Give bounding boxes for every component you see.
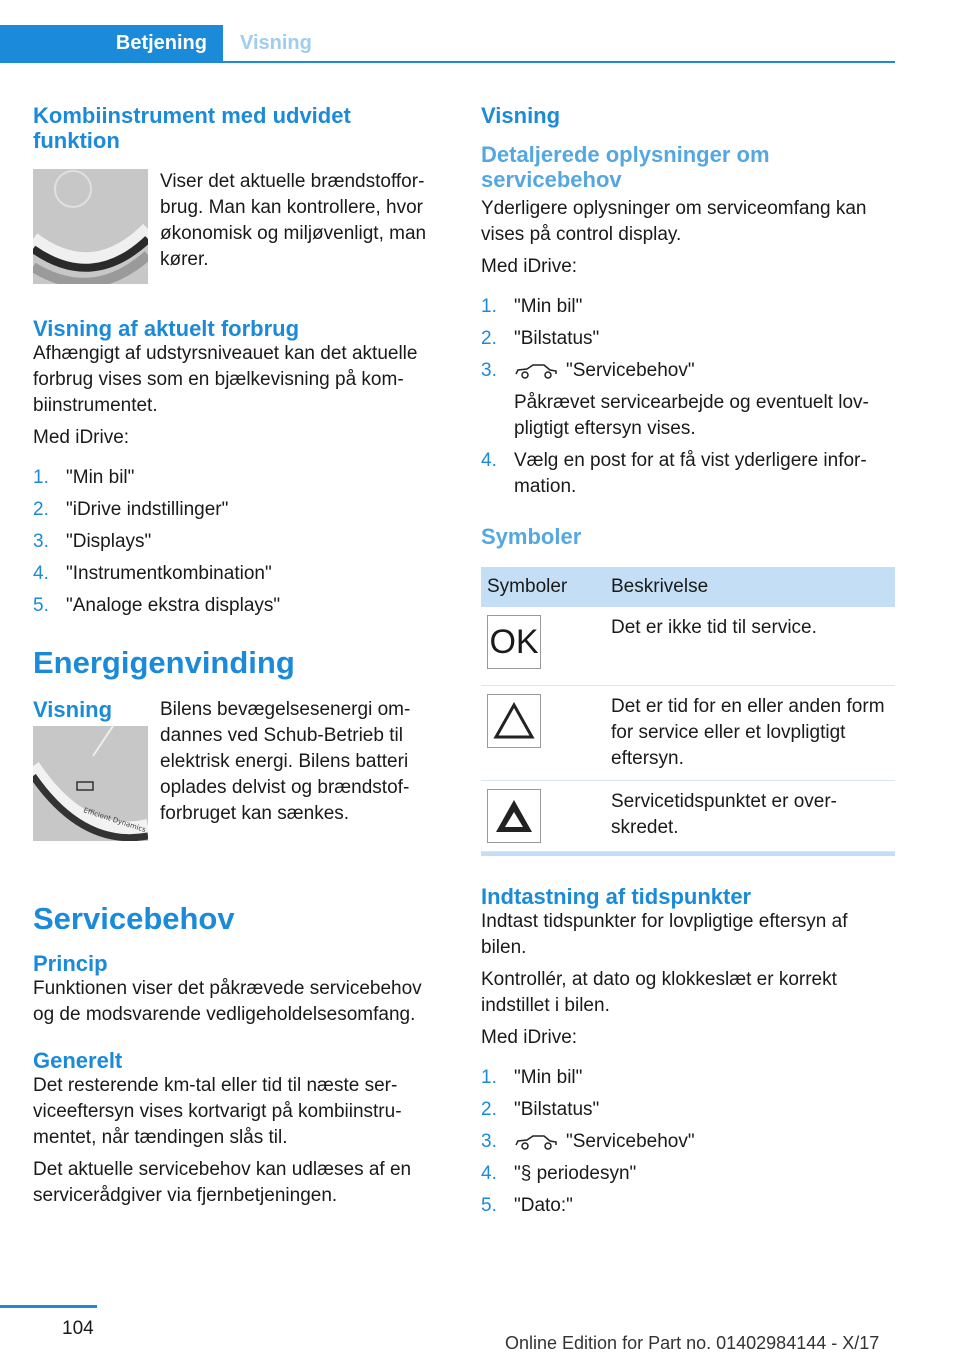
text-detaljerede: Yderligere oplysninger om serviceomfang kan vises på control display. (481, 198, 867, 245)
triangle-warning-icon (487, 789, 541, 843)
text-med-idrive-1: Med iDrive: (33, 427, 130, 448)
list-item: 4. "§ periodesyn" (481, 1163, 637, 1184)
heading-detaljerede: Detaljerede oplysninger om servicebehov (481, 142, 770, 192)
text-kombiinstrument: Viser det aktuelle brændstofforbrug. Man kan kontrollere, hvor økonomisk og miljøvenligt, man kører. (160, 171, 427, 270)
tab-betjening[interactable]: Betjening (0, 25, 223, 61)
heading-energy-visning: Visning (33, 697, 113, 722)
list-item: 2. "iDrive indstillinger" (33, 499, 229, 520)
gauge-energy-image (33, 726, 148, 841)
list-item: 2. "Bilstatus" (481, 1099, 600, 1120)
table-header-beskrivelse: Beskrivelse (605, 567, 895, 607)
text-indtastning-1: Indtast tidspunkter for lovpligtige eftersyn af bilen. (481, 911, 848, 958)
heading-servicebehov: Servicebehov (33, 901, 235, 936)
list-item: 4. "Instrumentkombination" (33, 563, 272, 584)
car-service-icon (514, 1134, 558, 1150)
steps-list-detaljer (481, 294, 895, 500)
gauge-consumption-image (33, 169, 148, 284)
text-aktuelt-forbrug: Afhængigt af udstyrsniveauet kan det aktuelle forbrug vises som en bjælkevisning på kombiinstrumentet. (33, 343, 418, 416)
text-med-idrive-3: Med iDrive: (481, 1027, 578, 1048)
list-item: 1. "Min bil" (481, 1067, 583, 1088)
figure-row-consumption (33, 155, 439, 284)
list-item: 2. "Bilstatus" (481, 328, 600, 349)
text-energigenvinding: Bilens bevægelsesenergi omdannes ved Schub-Betrieb til elektrisk energi. Bilens batteri oplades delvist og brændstofforbruget kan sænkes. (160, 699, 411, 824)
triangle-outline-icon (487, 694, 541, 748)
table-row: Det er tid for en eller anden form for service eller et lovpligtigt eftersyn. (481, 686, 895, 781)
heading-kombiinstrument: Kombiinstrument med udvidet funktion (33, 103, 351, 153)
text-generelt-1: Det resterende km-tal eller tid til næste serviceeftersyn vises kortvarigt på kombiinstrumentet, når tændingen slås til. (33, 1075, 402, 1148)
heading-generelt: Generelt (33, 1048, 123, 1073)
ok-icon: OK (487, 615, 541, 669)
heading-visning: Visning (481, 103, 561, 128)
figure-row-energy (33, 697, 439, 841)
table-end-rule (481, 852, 895, 856)
table-row: OK Det er ikke tid til service. (481, 607, 895, 686)
list-item: 4. Vælg en post for at få vist yderligere information. (481, 450, 867, 497)
tab-visning[interactable]: Visning (240, 32, 312, 54)
section-tabs (0, 25, 895, 63)
list-item: 1. "Min bil" (481, 296, 583, 317)
list-item: 5. "Analoge ekstra displays" (33, 595, 281, 616)
text-princip: Funktionen viser det påkrævede servicebehov og de modsvarende vedligeholdelsesomfang. (33, 978, 422, 1025)
list-item: 3. "Displays" (33, 531, 152, 552)
text-generelt-2: Det aktuelle servicebehov kan udlæses af en servicerådgiver via fjernbetjeningen. (33, 1159, 412, 1206)
list-item: 3. "Servicebehov" Påkrævet servicearbejde og eventuelt lovpligtigt eftersyn vises. (481, 358, 895, 442)
list-item: 5. "Dato:" (481, 1195, 573, 1216)
list-item: 3. "Servicebehov" (481, 1131, 695, 1152)
heading-energigenvinding: Energigenvinding (33, 645, 295, 680)
heading-symboler: Symboler (481, 524, 582, 549)
edition-footer: Online Edition for Part no. 01402984144 - X/17 (505, 1333, 880, 1353)
right-column (481, 103, 895, 1225)
car-service-icon (514, 363, 558, 379)
efficient-dynamics-label: Efficient Dynamics (82, 806, 147, 835)
table-row: Servicetidspunktet er overskredet. (481, 781, 895, 852)
text-med-idrive-2: Med iDrive: (481, 256, 578, 277)
steps-list-forbrug (33, 465, 439, 619)
left-column (33, 103, 439, 1209)
heading-princip: Princip (33, 951, 108, 976)
heading-indtastning: Indtastning af tidspunkter (481, 884, 752, 909)
text-indtastning-2: Kontrollér, at dato og klokkeslæt er korrekt indstillet i bilen. (481, 969, 837, 1016)
table-header-symboler: Symboler (481, 567, 605, 607)
page-number: 104 (62, 1318, 94, 1339)
heading-aktuelt-forbrug: Visning af aktuelt forbrug (33, 316, 300, 341)
list-item: 1. "Min bil" (33, 467, 135, 488)
steps-list-indtastning (481, 1065, 895, 1219)
footer-rule (0, 1305, 97, 1308)
step3-note: Påkrævet servicearbejde og eventuelt lovpligtigt eftersyn vises. (514, 392, 869, 439)
symbols-table (481, 567, 895, 852)
